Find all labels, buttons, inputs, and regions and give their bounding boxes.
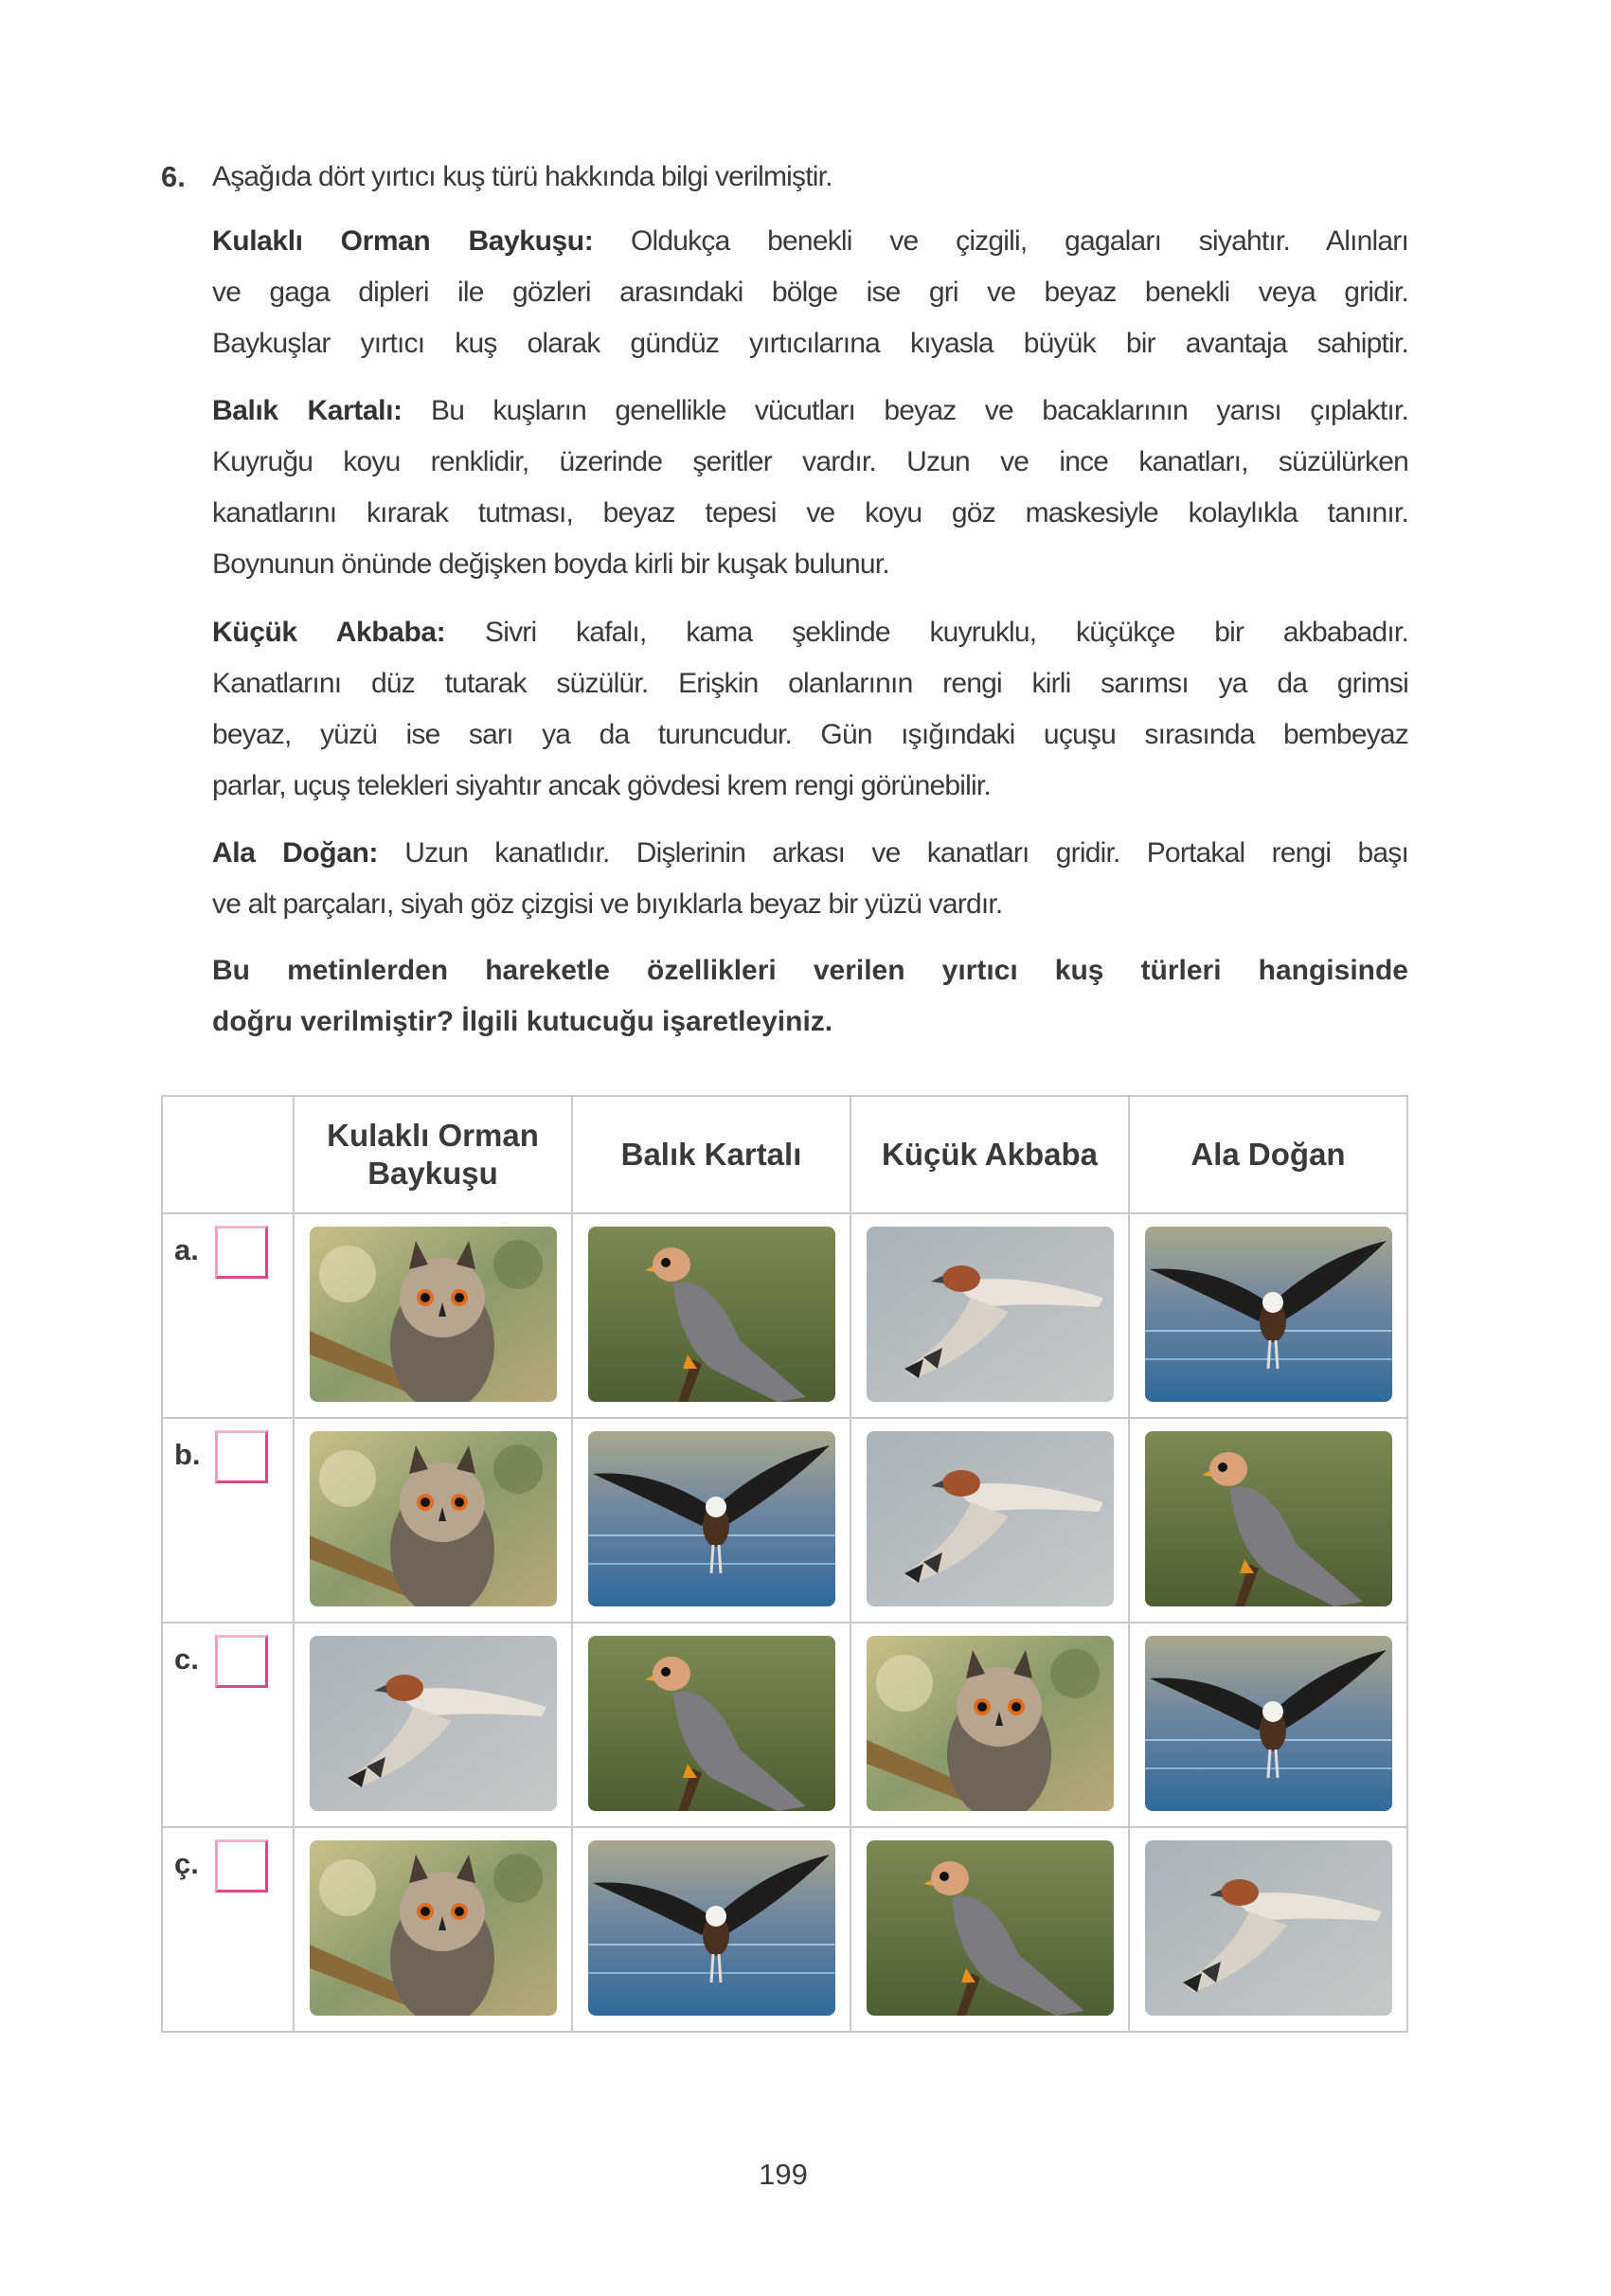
bird-photo-eagle	[1145, 1227, 1392, 1402]
image-cell	[572, 1623, 850, 1827]
paragraph-line: Bu kuşların genellikle vücutları beyaz ve bacaklarının yarısı çıplaktır.	[430, 395, 1408, 426]
image-cell	[572, 1213, 850, 1418]
paragraph-line: Oldukça benekli ve çizgili, gagaları siyahtır. Alınları	[631, 225, 1408, 257]
header-balik-kartali: Balık Kartalı	[572, 1096, 850, 1213]
prompt-line: doğru verilmiştir? İlgili kutucuğu işaretleyiniz.	[212, 1006, 833, 1037]
bird-photo-eagle	[588, 1840, 835, 2016]
option-letter: a.	[174, 1233, 199, 1266]
image-cell	[294, 1827, 572, 2032]
image-cell	[572, 1827, 850, 2032]
paragraph-ala-dogan	[212, 828, 1408, 930]
vulture-image	[1145, 1840, 1392, 2016]
image-cell	[1129, 1418, 1407, 1623]
paragraph-line: ve gaga dipleri ile gözleri arasındaki bölge ise gri ve beyaz benekli veya gridir.	[212, 277, 1408, 308]
option-letter: b.	[174, 1438, 201, 1471]
image-cell	[1129, 1623, 1407, 1827]
option-checkbox[interactable]	[215, 1839, 268, 1892]
header-ala-dogan: Ala Doğan	[1129, 1096, 1407, 1213]
question-number: 6.	[161, 160, 186, 193]
header-text: Kulaklı Orman	[327, 1118, 539, 1153]
kestrel-image	[1145, 1431, 1392, 1606]
table-row	[162, 1418, 1407, 1623]
prompt-line: Bu metinlerden hareketle özellikleri verilen yırtıcı kuş türleri hangisinde	[212, 955, 1408, 986]
image-cell	[1129, 1827, 1407, 2032]
bird-photo-vulture	[867, 1431, 1114, 1606]
eagle-image	[1145, 1227, 1392, 1402]
owl-image	[310, 1431, 557, 1606]
kestrel-image	[588, 1227, 835, 1402]
option-letter: c.	[174, 1642, 199, 1676]
option-letter: ç.	[174, 1847, 199, 1880]
bird-photo-kestrel	[1145, 1431, 1392, 1606]
vulture-image	[310, 1636, 557, 1811]
paragraph-line: Sivri kafalı, kama şeklinde kuyruklu, küçükçe bir akbabadır.	[485, 617, 1408, 648]
image-cell	[572, 1418, 850, 1623]
bird-photo-owl	[310, 1227, 557, 1402]
answer-table	[161, 1095, 1408, 2033]
bird-photo-owl	[310, 1840, 557, 2016]
bird-photo-vulture	[310, 1636, 557, 1811]
paragraph-line: Baykuşlar yırtıcı kuş olarak gündüz yırtıcılarına kıyasla büyük bir avantaja sahiptir.	[212, 328, 1408, 359]
paragraph-label: Kulaklı Orman Baykuşu:	[212, 225, 594, 257]
paragraph-line: Uzun kanatlıdır. Dişlerinin arkası ve kanatları gridir. Portakal rengi başı	[404, 837, 1408, 869]
header-empty	[162, 1096, 294, 1213]
option-cell	[162, 1827, 294, 2032]
bird-photo-eagle	[1145, 1636, 1392, 1811]
owl-image	[310, 1227, 557, 1402]
bird-photo-eagle	[588, 1431, 835, 1606]
image-cell	[850, 1623, 1129, 1827]
paragraph-label: Ala Doğan:	[212, 837, 379, 869]
option-checkbox[interactable]	[215, 1635, 268, 1688]
bird-photo-owl	[867, 1636, 1114, 1811]
bird-photo-kestrel	[588, 1636, 835, 1811]
image-cell	[850, 1418, 1129, 1623]
question-prompt	[212, 945, 1408, 1048]
option-checkbox[interactable]	[215, 1430, 268, 1483]
option-cell	[162, 1623, 294, 1827]
table-header-row	[162, 1096, 1407, 1213]
bird-photo-vulture	[867, 1227, 1114, 1402]
eagle-image	[588, 1431, 835, 1606]
image-cell	[850, 1213, 1129, 1418]
header-kulakli-orman-baykusu	[294, 1096, 572, 1213]
image-cell	[294, 1623, 572, 1827]
paragraph-balik-kartali	[212, 386, 1408, 590]
option-checkbox[interactable]	[215, 1226, 268, 1279]
paragraph-kucuk-akbaba	[212, 607, 1408, 812]
owl-image	[310, 1840, 557, 2016]
paragraph-line: beyaz, yüzü ise sarı ya da turuncudur. Gün ışığındaki uçuşu sırasında bembeyaz	[212, 719, 1408, 750]
vulture-image	[867, 1431, 1114, 1606]
header-kucuk-akbaba: Küçük Akbaba	[850, 1096, 1129, 1213]
table-row	[162, 1827, 1407, 2032]
bird-photo-vulture	[1145, 1840, 1392, 2016]
vulture-image	[867, 1227, 1114, 1402]
page-number: 199	[759, 2158, 808, 2191]
table-row	[162, 1213, 1407, 1418]
image-cell	[850, 1827, 1129, 2032]
option-cell	[162, 1418, 294, 1623]
paragraph-line: kanatlarını kırarak tutması, beyaz tepesi ve koyu göz maskesiyle kolaylıkla tanınır.	[212, 497, 1408, 529]
paragraph-kulakli-orman-baykusu	[212, 216, 1408, 369]
paragraph-line: Kanatlarını düz tutarak süzülür. Erişkin olanlarının rengi kirli sarımsı ya da grimsi	[212, 668, 1408, 699]
header-text: Baykuşu	[367, 1156, 498, 1191]
kestrel-image	[867, 1840, 1114, 2016]
paragraph-line: parlar, uçuş telekleri siyahtır ancak gövdesi krem rengi görünebilir.	[212, 770, 991, 801]
eagle-image	[1145, 1636, 1392, 1811]
kestrel-image	[588, 1636, 835, 1811]
paragraph-line: ve alt parçaları, siyah göz çizgisi ve bıyıklarla beyaz bir yüzü vardır.	[212, 888, 1003, 920]
bird-photo-owl	[310, 1431, 557, 1606]
option-cell	[162, 1213, 294, 1418]
question-intro: Aşağıda dört yırtıcı kuş türü hakkında bilgi verilmiştir.	[212, 161, 832, 192]
paragraph-label: Balık Kartalı:	[212, 395, 403, 426]
image-cell	[1129, 1213, 1407, 1418]
paragraph-label: Küçük Akbaba:	[212, 617, 446, 648]
bird-photo-kestrel	[588, 1227, 835, 1402]
paragraph-line: Kuyruğu koyu renklidir, üzerinde şeritler vardır. Uzun ve ince kanatları, süzülürken	[212, 446, 1408, 477]
eagle-image	[588, 1840, 835, 2016]
table-row	[162, 1623, 1407, 1827]
image-cell	[294, 1213, 572, 1418]
bird-photo-kestrel	[867, 1840, 1114, 2016]
image-cell	[294, 1418, 572, 1623]
owl-image	[867, 1636, 1114, 1811]
paragraph-line: Boynunun önünde değişken boyda kirli bir kuşak bulunur.	[212, 548, 889, 580]
